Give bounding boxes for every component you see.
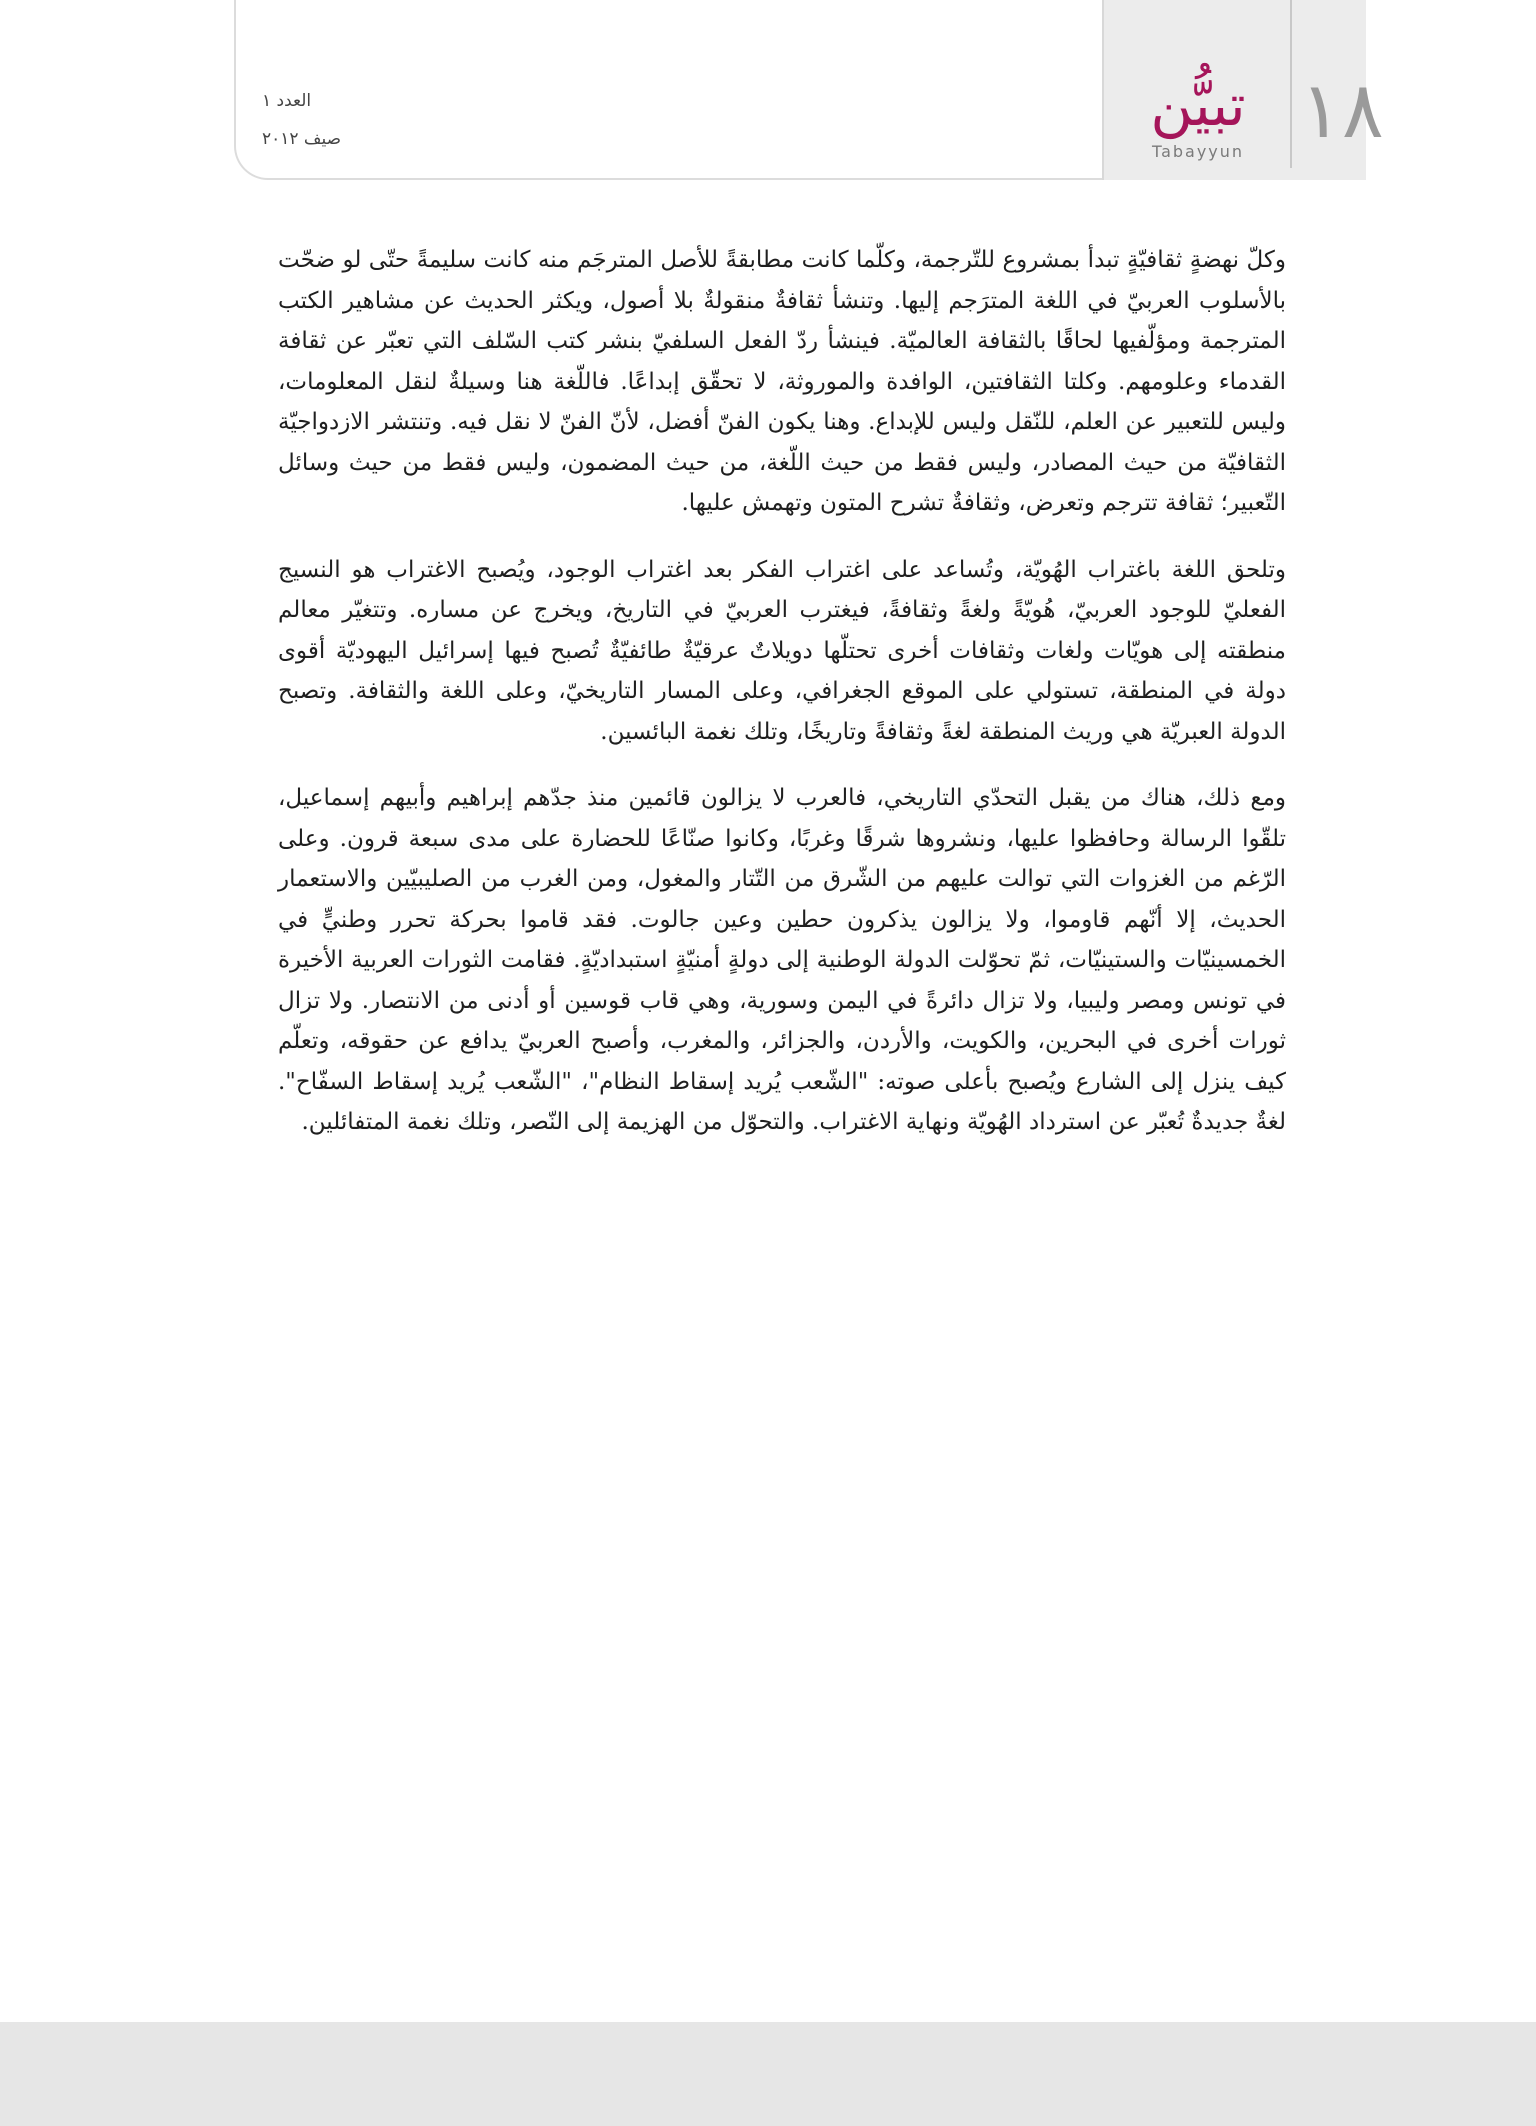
issue-date-text: صيف ٢٠١٢ bbox=[262, 129, 342, 149]
tabayyun-logo bbox=[1118, 70, 1278, 170]
issue-label-text: العدد ١ bbox=[262, 91, 312, 111]
footer-band bbox=[0, 2022, 1536, 2126]
article-paragraph: ومع ذلك، هناك من يقبل التحدّي التاريخي، فالعرب لا يزالون قائمين منذ جدّهم إبراهيم وأبيهم إسماعيل، تلقّوا الرسالة وحافظوا عليها، ونشروها شرقًا وغربًا، وكانوا صنّاعًا للحضارة على مدى سبعة قرون. وعلى الرّغم من الغزوات التي توالت عليهم من الشّرق من التّتار والمغول، ومن الغرب من الصليبيّين والاستعمار الحديث، إلا أنّهم قاوموا، ولا يزالون يذكرون حطين وعين جالوت. فقد قاموا بحركة تحرر وطنيٍّ في الخمسينيّات والستينيّات، ثمّ تحوّلت الدولة الوطنية إلى دولةٍ أمنيّةٍ استبداديّةٍ. فقامت الثورات العربية الأخيرة في تونس ومصر وليبيا، ولا تزال دائرةً في اليمن وسورية، وهي قاب قوسين أو أدنى من الانتصار. ولا تزال ثورات أخرى في البحرين، والكويت، والأردن، والجزائر، والمغرب، وأصبح العربيّ يدافع عن حقوقه، وتعلّم كيف ينزل إلى الشارع ويُصبح بأعلى صوته: "الشّعب يُريد إسقاط النظام"، "الشّعب يُريد إسقاط السفّاح". لغةٌ جديدةٌ تُعبّر عن استرداد الهُويّة ونهاية الاغتراب. والتحوّل من الهزيمة إلى النّصر، وتلك نغمة المتفائلين. bbox=[278, 785, 1286, 1135]
article-paragraph: وتلحق اللغة باغتراب الهُويّة، وتُساعد على اغتراب الفكر بعد اغتراب الوجود، ويُصبح الاغتراب هو النسيج الفعليّ للوجود العربيّ، هُويّةً ولغةً وثقافةً، فيغترب العربيّ في التاريخ، ويخرج عن مساره. وتتغيّر معالم منطقته إلى هويّات ولغات وثقافات أخرى تحتلّها دويلاتٌ عرقيّةٌ طائفيّةٌ تُصبح فيها إسرائيل اليهوديّة أقوى دولة في المنطقة، تستولي على الموقع الجغرافي، وعلى المسار التاريخيّ، وعلى اللغة والثقافة. وتصبح الدولة العبريّة هي وريث المنطقة لغةً وثقافةً وتاريخًا، وتلك نغمة البائسين. bbox=[278, 556, 1286, 745]
logo-latin-text: Tabayyun bbox=[1151, 142, 1245, 161]
article-body bbox=[278, 240, 1286, 1169]
page-number: ١٨ bbox=[1300, 66, 1384, 156]
issue-date bbox=[262, 126, 462, 152]
issue-label bbox=[262, 88, 462, 114]
header-divider bbox=[1290, 0, 1292, 168]
logo-arabic-text: تبيُّن bbox=[1150, 71, 1246, 139]
article-paragraph: وكلّ نهضةٍ ثقافيّةٍ تبدأ بمشروع للتّرجمة، وكلّما كانت مطابقةً للأصل المترجَم منه كانت سليمةً حتّى لو ضحّت بالأسلوب العربيّ في اللغة المترَجم إليها. وتنشأ ثقافةٌ منقولةٌ بلا أصول، ويكثر الحديث عن مشاهير الكتب المترجمة ومؤلّفيها لحاقًا بالثقافة العالميّة. فينشأ ردّ الفعل السلفيّ بنشر كتب السّلف التي تعبّر عن ثقافة القدماء وعلومهم. وكلتا الثقافتين، الوافدة والموروثة، لا تحقّق إبداعًا. فاللّغة هنا وسيلةٌ لنقل المعلومات، وليس للتعبير عن العلم، للنّقل وليس للإبداع. وهنا يكون الفنّ أفضل، لأنّ الفنّ لا نقل فيه. وتنتشر الازدواجيّة الثقافيّة من حيث المصادر، وليس فقط من حيث اللّغة، من حيث المضمون، وليس فقط من حيث وسائل التّعبير؛ ثقافة تترجم وتعرض، وثقافةٌ تشرح المتون وتهمش عليها. bbox=[278, 247, 1286, 516]
